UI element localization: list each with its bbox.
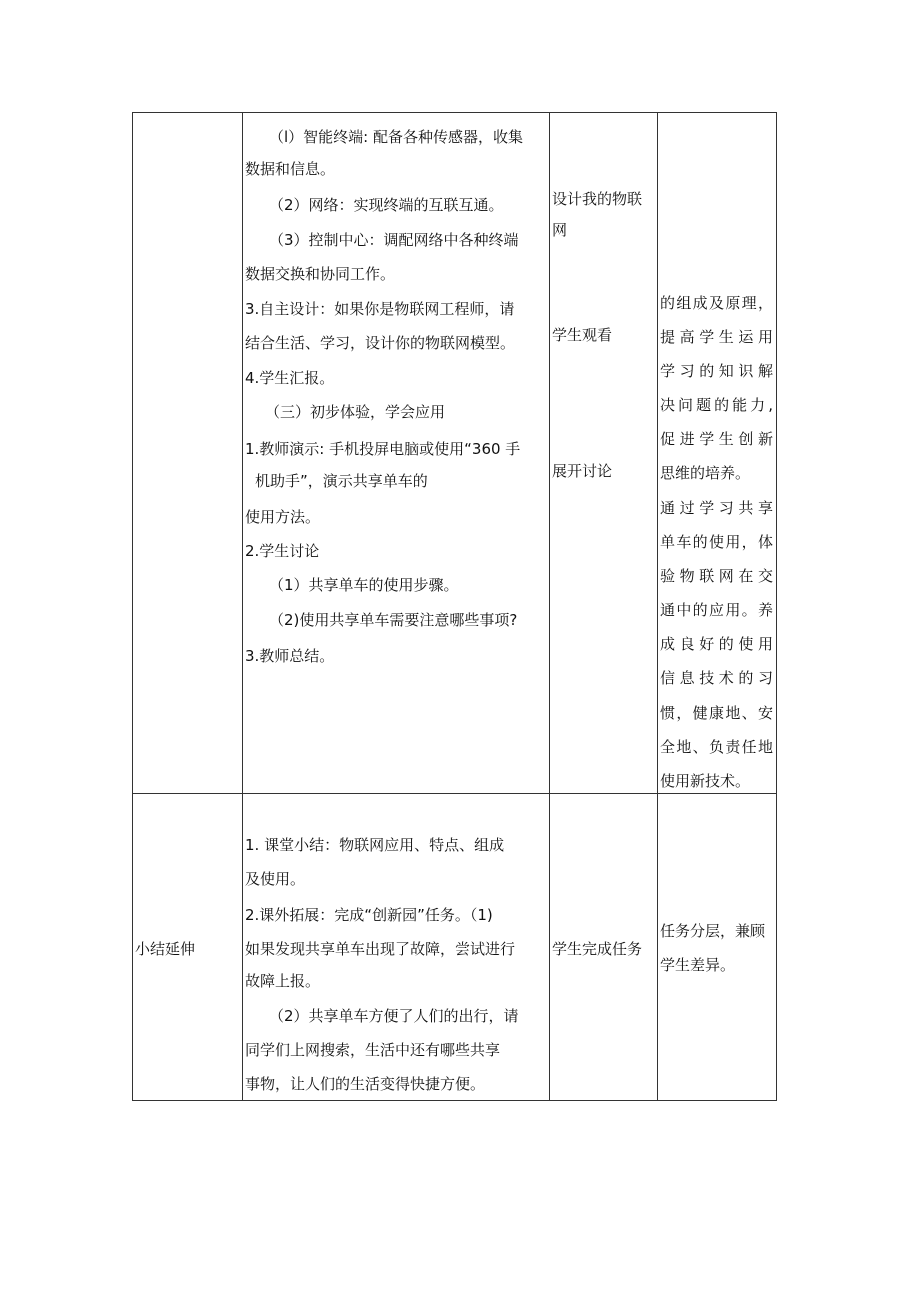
content-line: （3）控制中心：调配网络中各种终端	[269, 231, 519, 249]
content-line: 及使用。	[245, 870, 306, 888]
intent-line: 思维的培养。	[660, 464, 751, 482]
content-line: 如果发现共享单车出现了故障，尝试进行	[245, 940, 516, 958]
content-line: 3.教师总结。	[245, 647, 335, 665]
content-line: 事物，让人们的生活变得快捷方便。	[245, 1075, 486, 1093]
content-line: 2.学生讨论	[245, 542, 320, 560]
intent-line: 的组成及原理，	[660, 294, 773, 312]
intent-line: 提高学生运用	[660, 328, 773, 346]
content-line: 1. 课堂小结：物联网应用、特点、组成	[245, 836, 505, 854]
intent-line: 任务分层，兼顾	[660, 922, 766, 940]
content-line: 故障上报。	[245, 972, 321, 990]
design-intent-cell	[658, 113, 777, 794]
intent-line: 单车的使用，体	[660, 533, 773, 551]
intent-line: 学习的知识解	[660, 362, 773, 380]
intent-line: 使用新技术。	[660, 772, 751, 790]
intent-line: 通过学习共享	[660, 499, 773, 517]
content-line: 数据和信息。	[245, 160, 336, 178]
content-line: 机助手”，演示共享单车的	[255, 472, 428, 490]
intent-line: 信息技术的习	[660, 669, 773, 687]
content-line: （2）网络：实现终端的互联互通。	[269, 196, 504, 214]
activity-line: 设计我的物联	[552, 190, 643, 208]
teaching-content-cell	[243, 794, 550, 1101]
content-line: 同学们上网搜索，生活中还有哪些共享	[245, 1041, 501, 1059]
intent-line: 通中的应用。养	[660, 601, 773, 619]
stage-label: 小结延伸	[135, 940, 196, 958]
intent-line: 促进学生创新	[660, 430, 773, 448]
teaching-content-cell	[243, 113, 550, 794]
stage-cell	[133, 113, 243, 794]
content-line: 4.学生汇报。	[245, 369, 335, 387]
content-line: （l）智能终端: 配备各种传感器，收集	[269, 128, 523, 146]
activity-line: 学生观看	[552, 326, 613, 344]
content-line: （三）初步体验，学会应用	[265, 403, 446, 421]
intent-line: 学生差异。	[660, 956, 736, 974]
activity-line: 网	[552, 221, 568, 239]
table-row	[133, 794, 777, 1101]
design-intent-cell	[658, 794, 777, 1101]
content-line: 结合生活、学习，设计你的物联网模型。	[245, 334, 516, 352]
table-row	[133, 113, 777, 794]
intent-line: 全地、负责任地	[660, 738, 773, 756]
intent-line: 验物联网在交	[660, 567, 773, 585]
content-line: 3.自主设计：如果你是物联网工程师，请	[245, 300, 515, 318]
content-line: 2.课外拓展：完成“创新园”任务。（1)	[245, 906, 493, 924]
content-line: （1）共享单车的使用步骤。	[269, 576, 459, 594]
content-line: 使用方法。	[245, 508, 321, 526]
student-activity-cell	[550, 794, 658, 1101]
intent-line: 惯，健康地、安	[660, 704, 773, 722]
activity-line: 学生完成任务	[552, 940, 643, 958]
content-line: 1.教师演示: 手机投屏电脑或使用“360 手	[245, 440, 521, 458]
student-activity-cell	[550, 113, 658, 794]
content-line: （2)使用共享单车需要注意哪些事项?	[269, 611, 518, 629]
intent-line: 成良好的使用	[660, 635, 773, 653]
content-line: （2）共享单车方便了人们的出行，请	[269, 1007, 519, 1025]
stage-cell	[133, 794, 243, 1101]
activity-line: 展开讨论	[552, 462, 613, 480]
intent-line: 决问题的能力,	[660, 396, 773, 414]
content-line: 数据交换和协同工作。	[245, 265, 396, 283]
lesson-plan-table	[132, 112, 777, 1101]
